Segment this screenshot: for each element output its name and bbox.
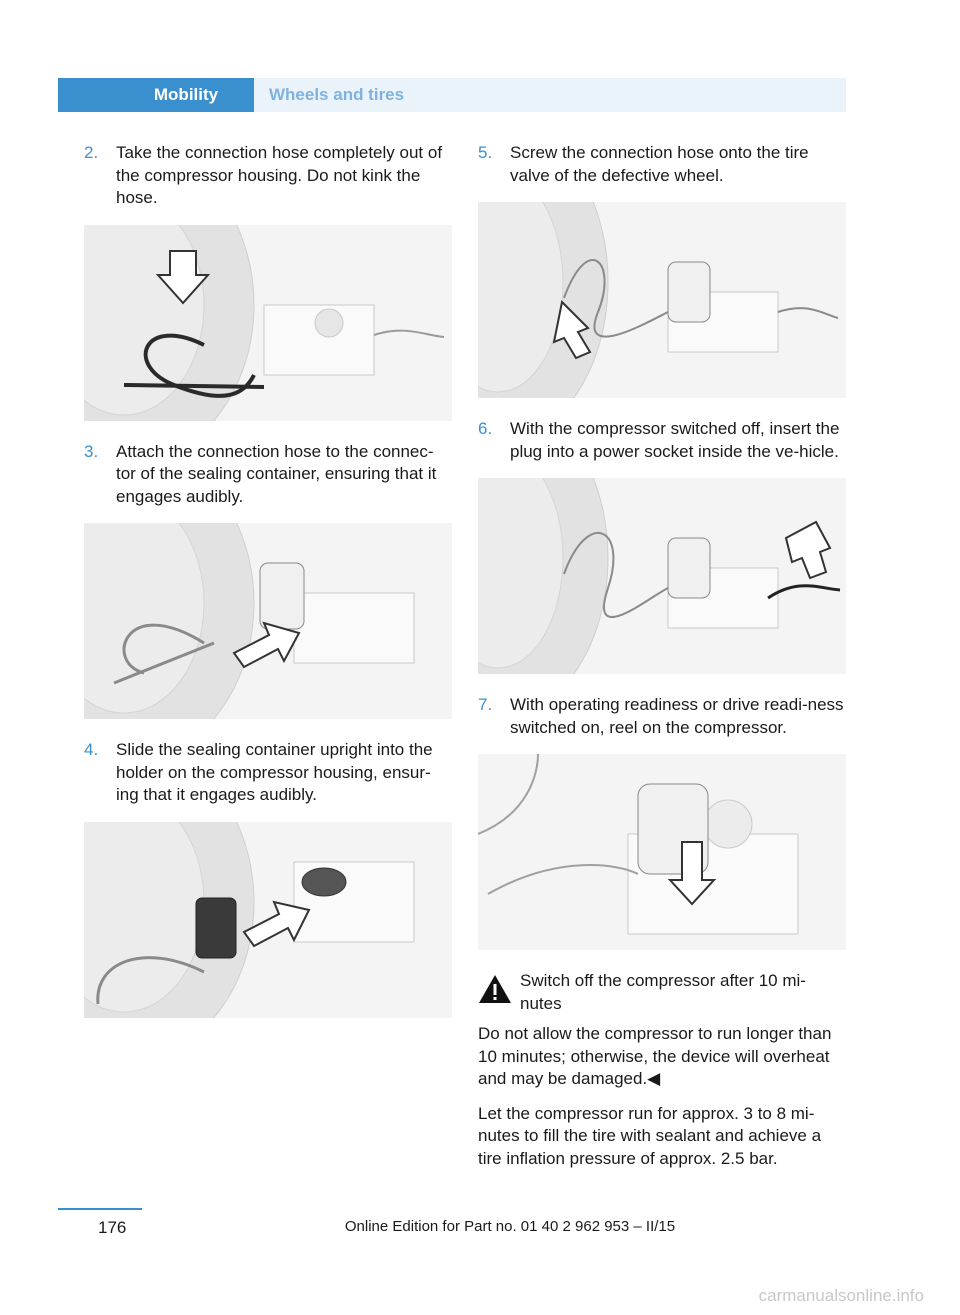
step-text: Take the connection hose completely out of the compressor housing. Do not kink the hose. [116, 143, 443, 207]
illustration-plug-power [478, 478, 846, 674]
step-text: With operating readiness or drive readi‐ness switched on, reel on the compressor. [510, 695, 844, 737]
step-5 [478, 142, 846, 187]
illustration-remove-hose [84, 225, 452, 421]
header-section: Mobility [58, 78, 254, 112]
step-3 [84, 441, 452, 509]
warning-body: Do not allow the compressor to run longer than 10 minutes; otherwise, the device will overheat and may be damaged.◀ [478, 1024, 832, 1088]
illustration-insert-container [84, 822, 452, 1018]
left-column [84, 142, 452, 1038]
step-number: 6. [478, 419, 493, 438]
step-number: 5. [478, 143, 493, 162]
step-6 [478, 418, 846, 463]
step-number: 2. [84, 143, 99, 162]
illustration-reel-compressor [478, 754, 846, 950]
step-text: With the compressor switched off, insert the plug into a power socket inside the ve‐hicle. [510, 419, 840, 461]
step-text: Attach the connection hose to the connec‐tor of the sealing container, ensuring that it engages audibly. [116, 441, 437, 506]
step-text: Slide the sealing container upright into the holder on the compressor housing, ensur‐ing that it engages audibly. [116, 740, 433, 804]
footer-divider [58, 1208, 142, 1210]
step-7 [478, 694, 846, 739]
header-subsection: Wheels and tires [254, 78, 846, 112]
edition-note: Online Edition for Part no. 01 40 2 962 953 – II/15 [344, 1218, 676, 1235]
illustration-attach-hose [84, 523, 452, 719]
warning-block [478, 970, 846, 1015]
warning-triangle-icon [478, 974, 512, 1011]
warning-title: Switch off the compressor after 10 mi‐nutes [520, 971, 806, 1013]
step-text: Screw the connection hose onto the tire valve of the defective wheel. [510, 143, 809, 185]
watermark: carmanualsonline.info [758, 1286, 924, 1305]
step-2 [84, 142, 452, 210]
right-column [478, 142, 846, 1182]
page-header [58, 78, 846, 112]
step-number: 4. [84, 740, 99, 759]
page-number: 176 [98, 1218, 127, 1237]
step-number: 3. [84, 441, 99, 461]
instruction-paragraph: Let the compressor run for approx. 3 to 8 mi‐nutes to fill the tire with sealant and achieve a tire inflation pressure of approx. 2.5 bar. [478, 1103, 822, 1168]
step-number: 7. [478, 695, 493, 714]
step-4 [84, 739, 452, 807]
illustration-screw-hose [478, 202, 846, 398]
